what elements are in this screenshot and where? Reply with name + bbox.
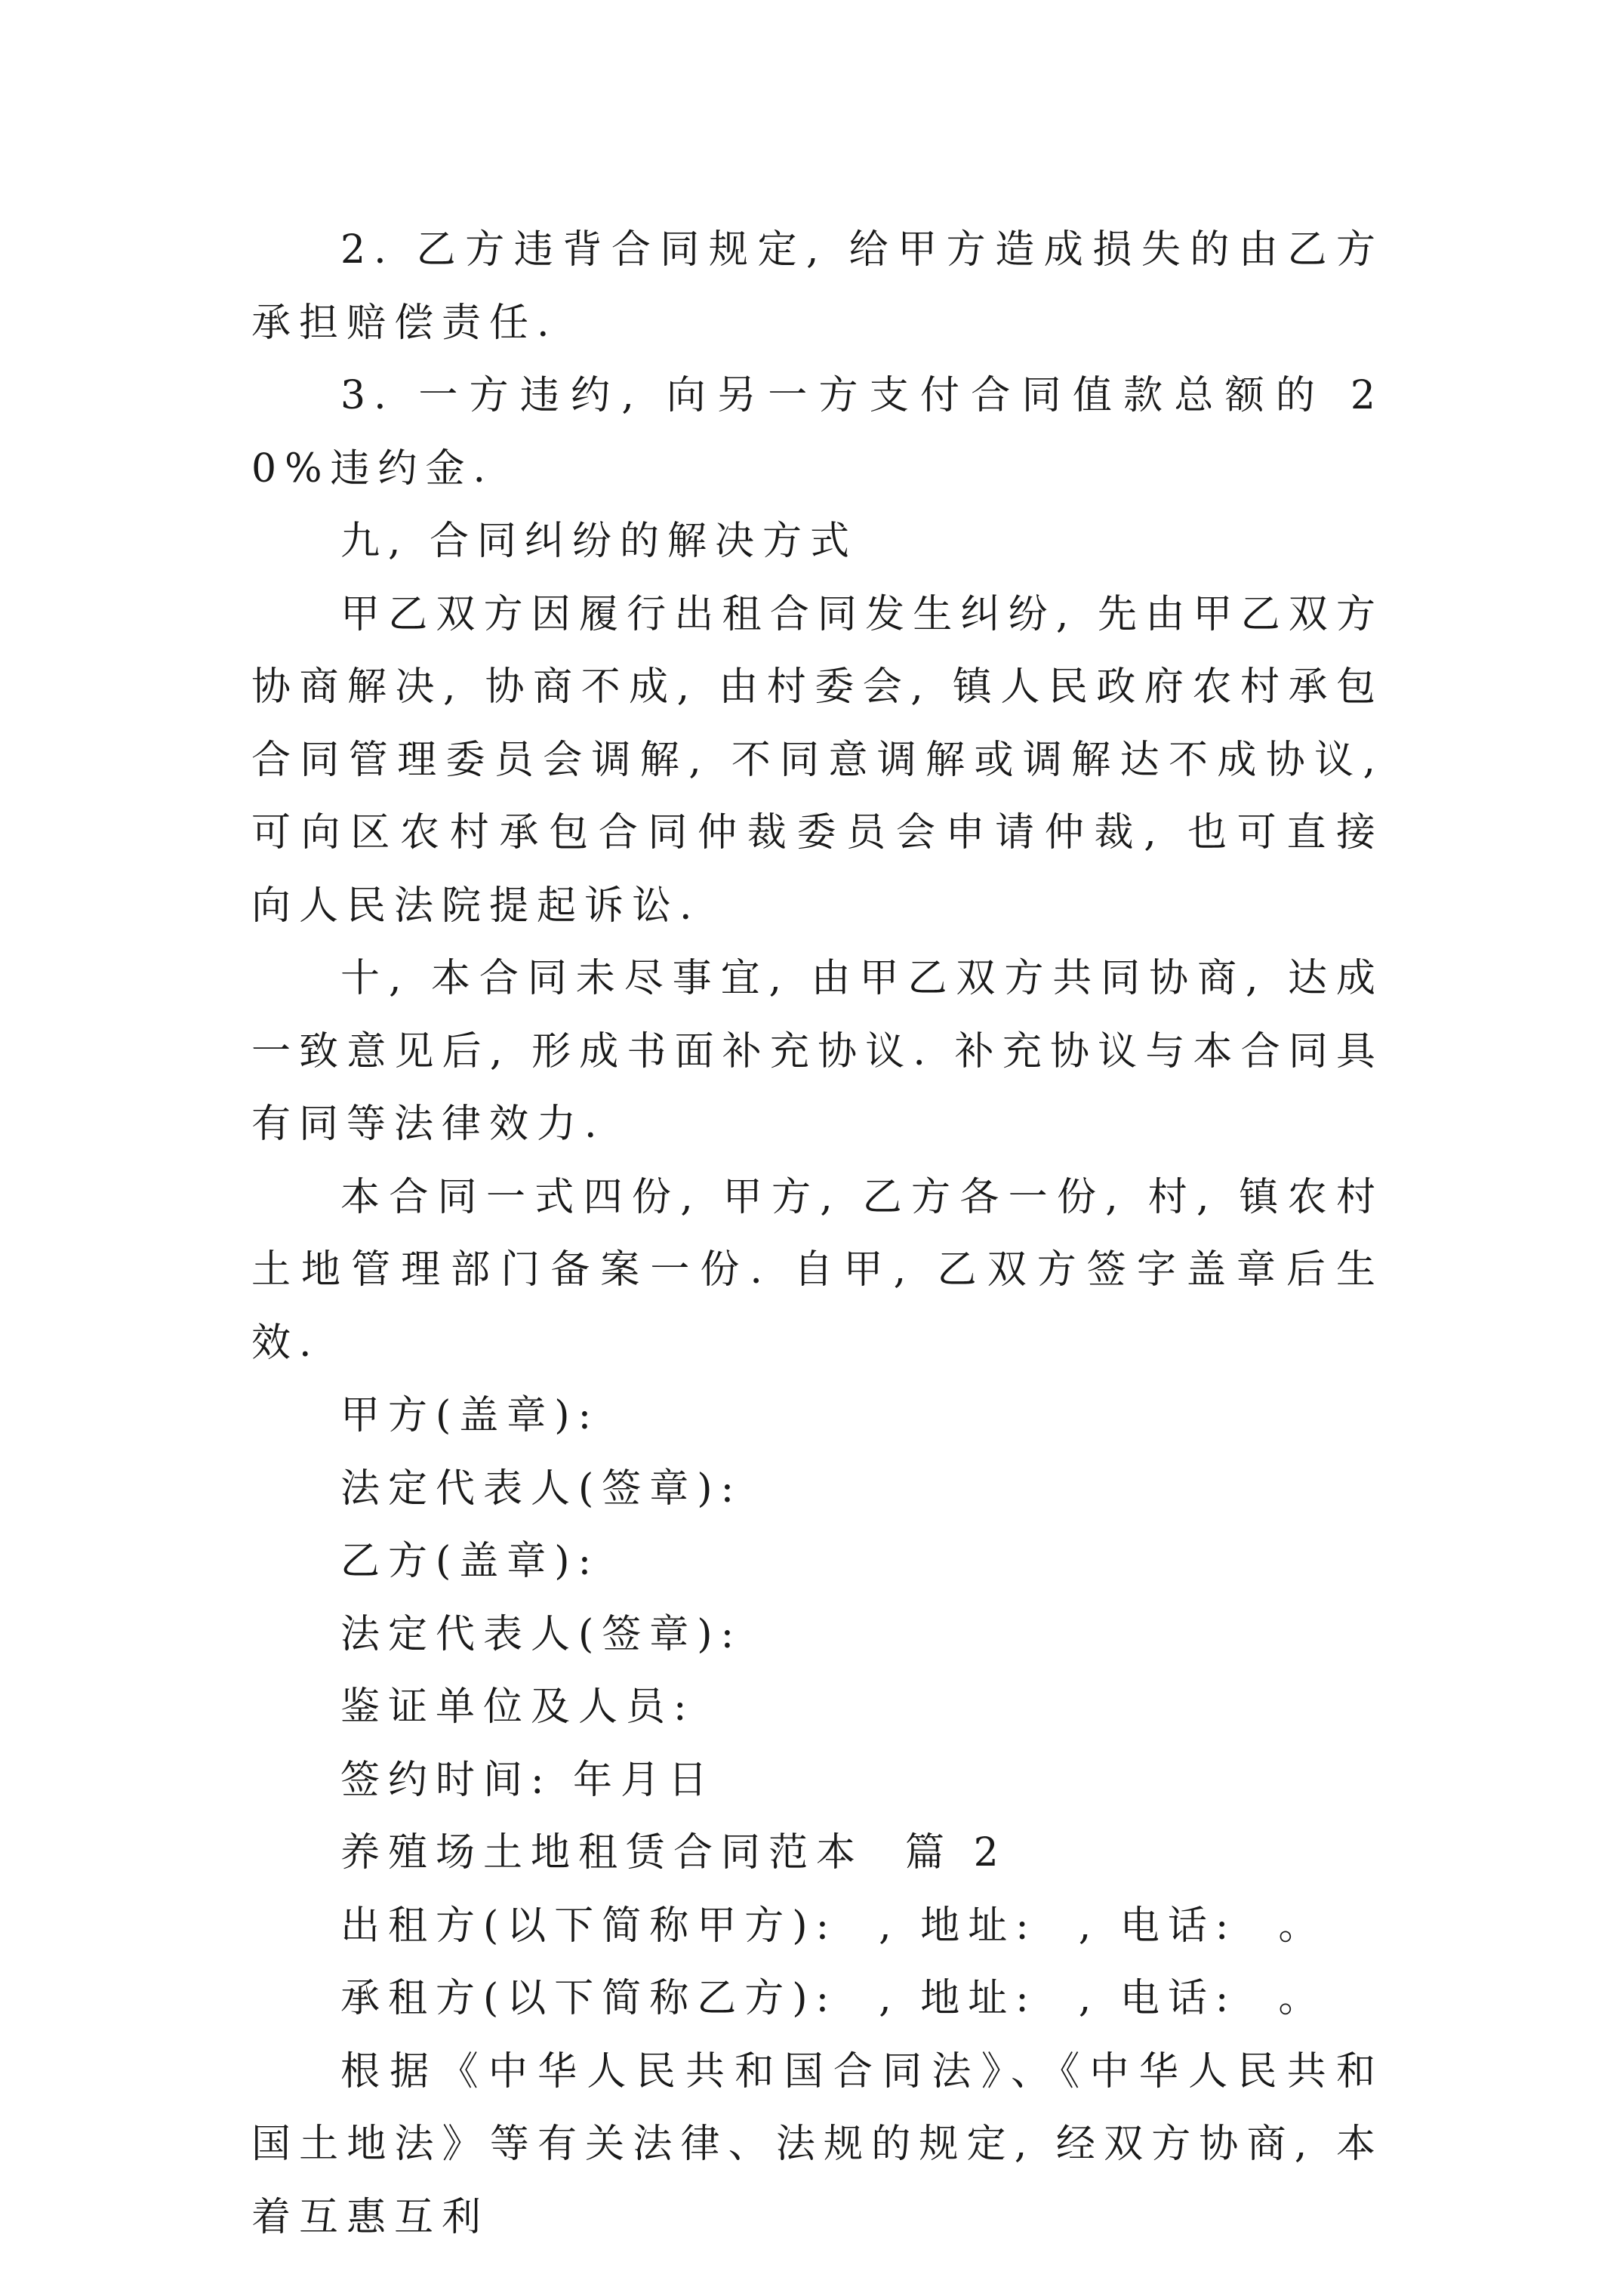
signature-witness: 鉴证单位及人员: [340,1684,695,1730]
section-heading-dispute: 九, 合同纠纷的解决方式 [340,519,858,564]
clause-supplementary: 十, 本合同未尽事宜, 由甲乙双方共同协商, 达成一致意见后, 形成书面补充协议. 补充协议与本合同具有同等法律效力. [251,956,1384,1147]
signature-date: 签约时间: 年月日 [340,1757,716,1803]
signature-rep-a: 法定代表人(签章): [340,1465,743,1512]
document-body [251,214,1405,2254]
lessor-info: 出租方(以下简称甲方): , 地址: , 电话: 。 [340,1903,1326,1949]
clause-compensation: 2. 乙方违背合同规定, 给甲方造成损失的由乙方承担赔偿责任. [251,227,1384,346]
clause-penalty: 3. 一方违约, 向另一方支付合同值款总额的 20%违约金. [251,373,1384,492]
clause-dispute-resolution: 甲乙双方因履行出租合同发生纠纷, 先由甲乙双方协商解决, 协商不成, 由村委会, 镇人民政府农村承包合同管理委员会调解, 不同意调解或调解达不成协议, 可向区农村承包合同仲裁委员会申请仲裁, 也可直接向人民法院提起诉讼. [251,591,1405,929]
section-title-template-2: 养殖场土地租赁合同范本 篇 2 [340,1830,1007,1875]
signature-rep-b: 法定代表人(签章): [340,1611,743,1657]
signature-party-b: 乙方(盖章): [340,1539,600,1584]
lessee-info: 承租方(以下简称乙方): , 地址: , 电话: 。 [340,1976,1326,2021]
clause-copies: 本合同一式四份, 甲方, 乙方各一份, 村, 镇农村土地管理部门备案一份. 自甲, 乙双方签字盖章后生效. [251,1174,1384,1366]
clause-legal-basis: 根据《中华人民共和国合同法》、《中华人民共和国土地法》等有关法律、法规的规定, 经双方协商, 本着互惠互利 [251,2048,1384,2240]
signature-party-a: 甲方(盖章): [340,1393,600,1438]
